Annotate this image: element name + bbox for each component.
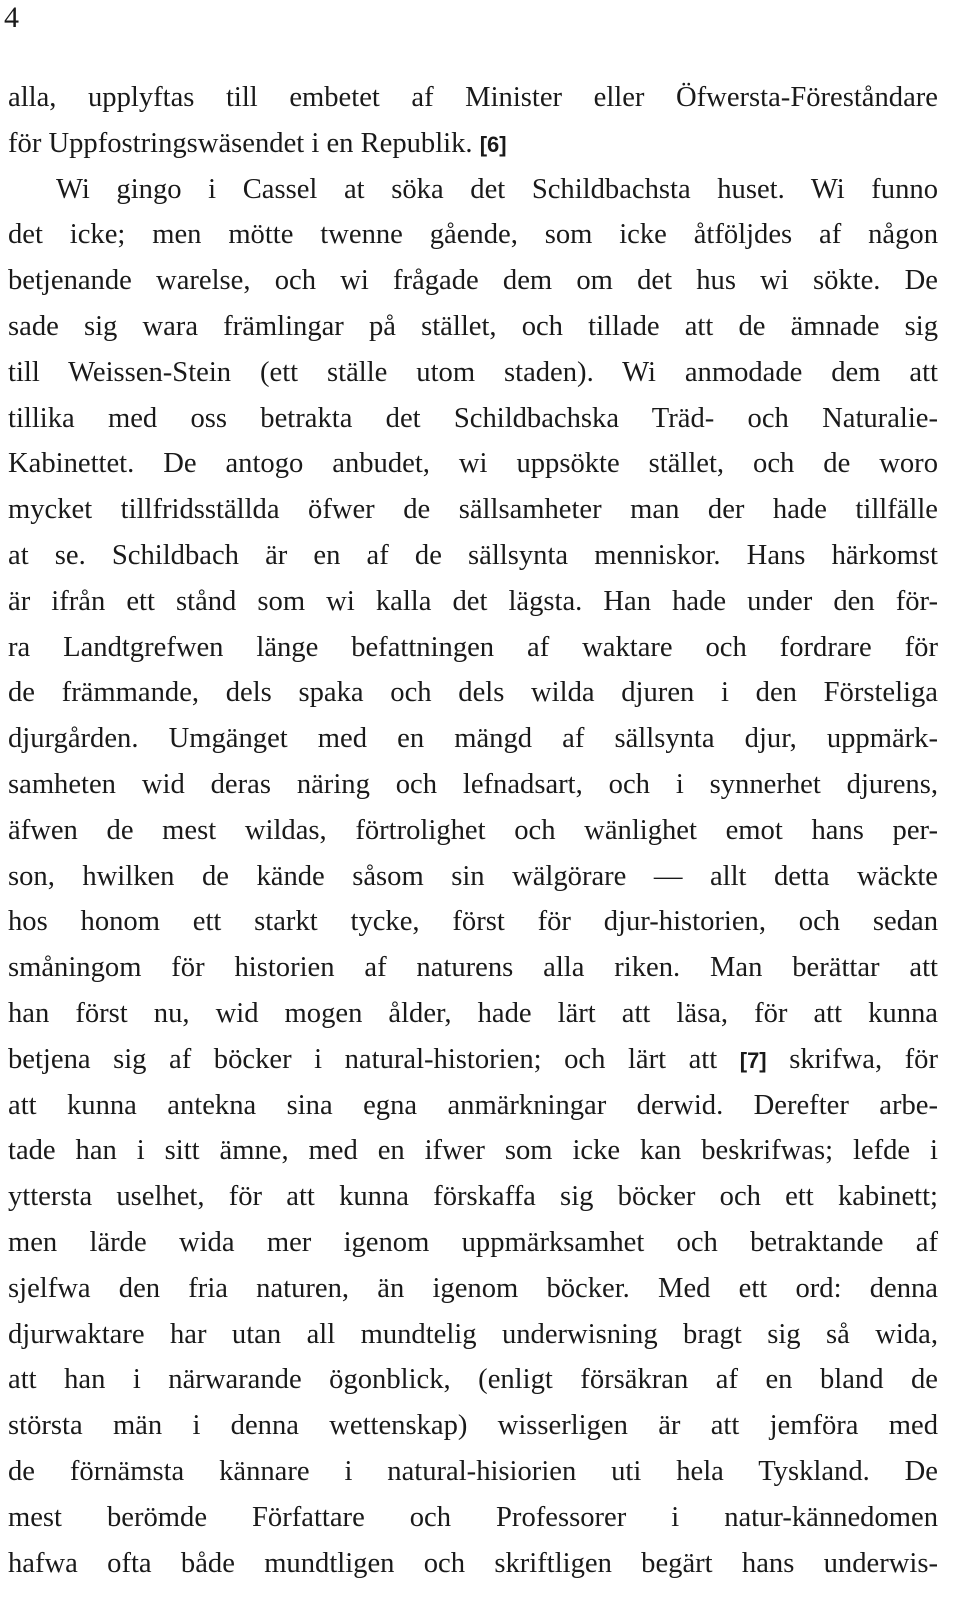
text-line (8, 167, 938, 213)
page-marker: [6] (479, 131, 507, 157)
line-text: till Weissen-Stein (ett ställe utom staden). Wi anmodade dem att (8, 356, 938, 388)
line-text: äfwen de mest wildas, förtrolighet och wänlighet emot hans per- (8, 814, 938, 846)
line-text: han först nu, wid mogen ålder, hade lärt att läsa, för att kunna (8, 997, 938, 1029)
text-line (8, 1128, 938, 1174)
text-line (8, 1083, 938, 1129)
line-text: sjelfwa den fria naturen, än igenom böcker. Med ett ord: denna (8, 1272, 938, 1304)
line-text: hafwa ofta både mundtligen och skriftligen begärt hans underwis- (8, 1547, 938, 1579)
text-line (8, 1357, 938, 1403)
line-text: tade han i sitt ämne, med en ifwer som icke kan beskrifwas; lefde i (8, 1135, 938, 1167)
text-line (8, 716, 938, 762)
text-line (8, 579, 938, 625)
text-line (8, 899, 938, 945)
line-text: betjenande warelse, och wi frågade dem om det hus wi sökte. De (8, 265, 938, 297)
line-text: de främmande, dels spaka och dels wilda djuren i den Försteliga (8, 677, 938, 709)
text-line (8, 212, 938, 258)
line-text: att kunna antekna sina egna anmärkningar derwid. Derefter arbe- (8, 1089, 938, 1121)
text-line (8, 1266, 938, 1312)
line-text: djurgården. Umgänget med en mängd af sällsynta djur, uppmärk- (8, 723, 938, 755)
line-text: de förnämsta kännare i natural-hisiorien uti hela Tyskland. De (8, 1455, 938, 1487)
line-text: Kabinettet. De antogo anbudet, wi uppsökte stället, och de woro (8, 448, 938, 480)
text-line (8, 670, 938, 716)
text-line (8, 762, 938, 808)
line-text: son, hwilken de kände såsom sin wälgörare — allt detta wäckte (8, 860, 938, 892)
text-line (8, 1403, 938, 1449)
text-line (8, 121, 938, 167)
line-text-continued: skrifwa, för (789, 1043, 938, 1075)
text-line (8, 1495, 938, 1541)
line-text: att han i närwarande ögonblick, (enligt försäkran af en bland de (8, 1364, 938, 1396)
body-text (8, 75, 938, 1586)
text-line (8, 304, 938, 350)
text-line (8, 350, 938, 396)
text-line (8, 854, 938, 900)
line-text: mest berömde Författare och Professorer i natur-kännedomen (8, 1501, 938, 1533)
text-line (8, 1220, 938, 1266)
line-text: det icke; men mötte twenne gående, som icke åtföljdes af någon (8, 219, 938, 251)
text-line (8, 487, 938, 533)
text-line (8, 1312, 938, 1358)
line-text: ra Landtgrefwen länge befattningen af waktare och fordrare för (8, 631, 938, 663)
text-line (8, 945, 938, 991)
text-line (8, 396, 938, 442)
line-text: yttersta uselhet, för att kunna förskaffa sig böcker och ett kabinett; (8, 1181, 938, 1213)
text-line (8, 991, 938, 1037)
line-text: småningom för historien af naturens alla riken. Man berättar att (8, 952, 938, 984)
line-text: djurwaktare har utan all mundtelig underwisning bragt sig så wida, (8, 1318, 938, 1350)
text-line (8, 1541, 938, 1587)
text-line (8, 441, 938, 487)
page-marker: [7] (739, 1047, 767, 1073)
line-text: är ifrån ett stånd som wi kalla det lägsta. Han hade under den för- (8, 585, 938, 617)
line-text: tillika med oss betrakta det Schildbachska Träd- och Naturalie- (8, 402, 938, 434)
line-text: alla, upplyftas till embetet af Minister eller Öfwersta-Föreståndare (8, 82, 938, 113)
text-line (8, 1174, 938, 1220)
line-text: för Uppfostringswäsendet i en Republik. (8, 127, 473, 159)
line-text: at se. Schildbach är en af de sällsynta menniskor. Hans härkomst (8, 539, 938, 571)
text-line (8, 1449, 938, 1495)
line-text: mycket tillfridsställda öfwer de sällsamheter man der hade tillfälle (8, 494, 938, 526)
text-line (8, 625, 938, 671)
line-text: men lärde wida mer igenom uppmärksamhet och betraktande af (8, 1226, 938, 1258)
line-text: hos honom ett starkt tycke, först för djur-historien, och sedan (8, 906, 938, 938)
text-line (8, 533, 938, 579)
text-line (8, 75, 938, 121)
line-text: sade sig wara främlingar på stället, och tillade att de ämnade sig (8, 310, 938, 342)
line-text: största män i denna wettenskap) wisserligen är att jemföra med (8, 1410, 938, 1442)
page-number: 4 (4, 1, 19, 34)
text-line (8, 258, 938, 304)
line-text: Wi gingo i Cassel at söka det Schildbachsta huset. Wi funno (56, 173, 938, 205)
text-line (8, 1037, 938, 1083)
text-line (8, 808, 938, 854)
line-text: samheten wid deras näring och lefnadsart, och i synnerhet djurens, (8, 768, 938, 800)
line-text: betjena sig af böcker i natural-historien; och lärt att (8, 1043, 718, 1075)
